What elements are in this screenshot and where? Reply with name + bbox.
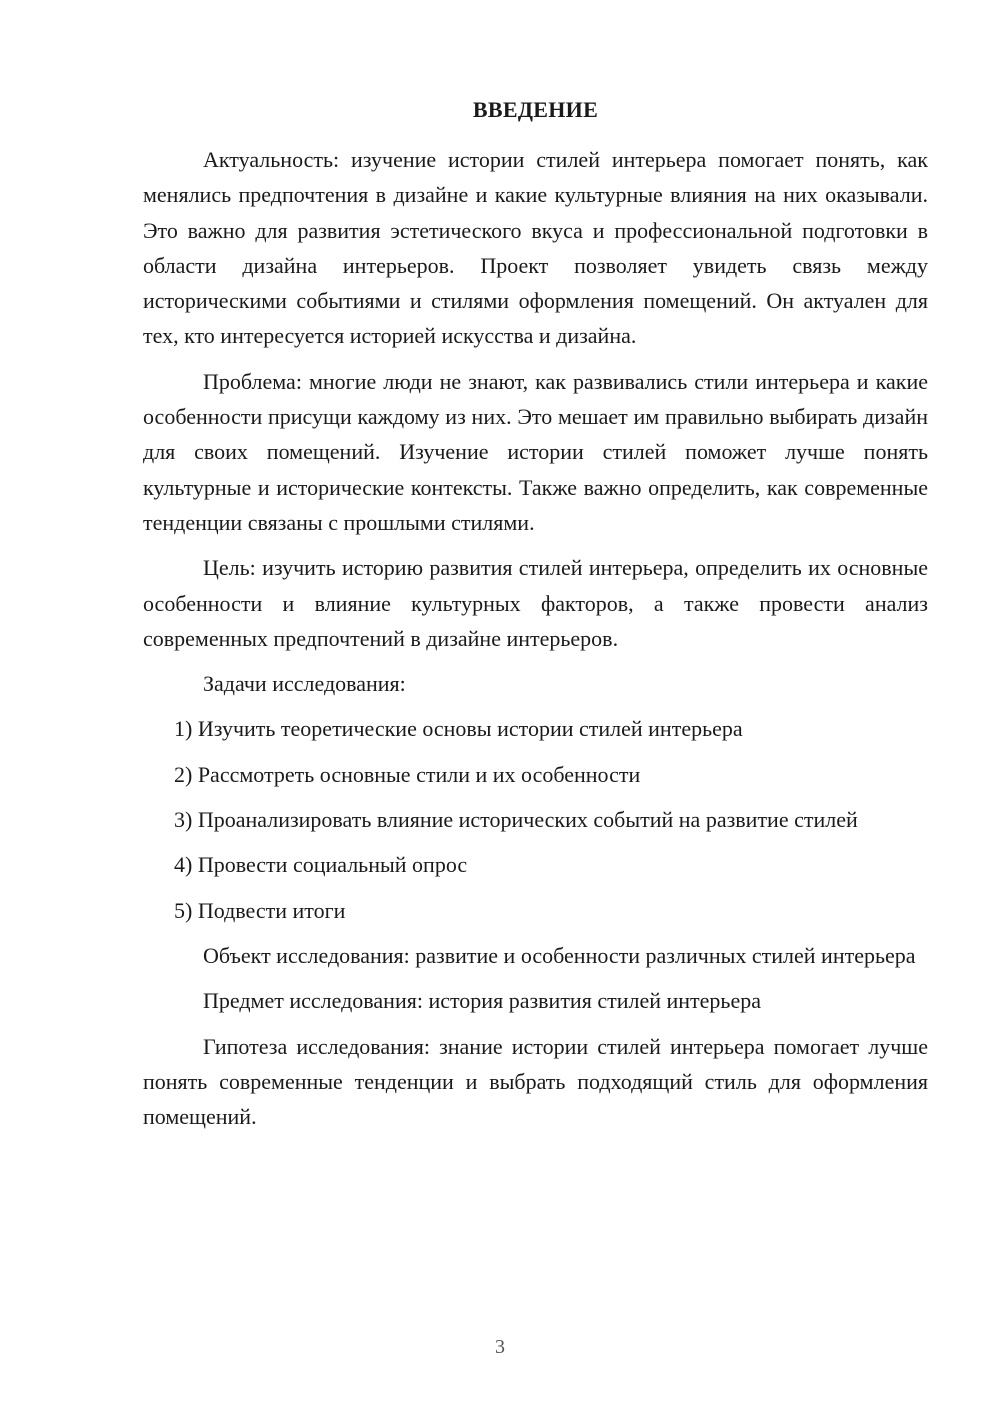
paragraph-relevance: Актуальность: изучение истории стилей интерьера помогает понять, как менялись предпочтения в дизайне и какие культурные влияния на них оказывали. Это важно для развития эстетического вкуса и профессиональной подготовки в области дизайна интерьеров. Проект позволяет увидеть связь между историческими событиями и стилями оформления помещений. Он актуален для тех, кто интересуется историей искусства и дизайна. [143, 147, 928, 349]
paragraph-goal: Цель: изучить историю развития стилей интерьера, определить их основные особенности и влияние культурных факторов, а также провести анализ современных предпочтений в дизайне интерьеров. [143, 555, 928, 651]
paragraph-problem: Проблема: многие люди не знают, как развивались стили интерьера и какие особенности присущи каждому из них. Это мешает им правильно выбирать дизайн для своих помещений. Изучение истории стилей поможет лучше понять культурные и исторические контексты. Также важно определить, как современные тенденции связаны с прошлыми стилями. [143, 368, 928, 535]
task-item-2: 2) Рассмотреть основные стили и их особенности [174, 761, 641, 787]
section-title: ВВЕДЕНИЕ [472, 97, 599, 122]
task-item-4: 4) Провести социальный опрос [174, 852, 468, 878]
tasks-heading: Задачи исследования: [203, 671, 406, 697]
document-body [143, 142, 928, 1144]
page-number: 3 [495, 1336, 505, 1358]
task-item-5: 5) Подвести итоги [174, 897, 346, 923]
paragraph-object: Объект исследования: развитие и особенности различных стилей интерьера [203, 942, 916, 968]
paragraph-subject: Предмет исследования: история развития стилей интерьера [203, 988, 761, 1014]
paragraph-hypothesis: Гипотеза исследования: знание истории стилей интерьера помогает лучше понять современные тенденции и выбрать подходящий стиль для оформления помещений. [143, 1033, 928, 1130]
task-item-1: 1) Изучить теоретические основы истории стилей интерьера [174, 716, 743, 742]
task-item-3: 3) Проанализировать влияние исторических событий на развитие стилей [174, 807, 858, 833]
